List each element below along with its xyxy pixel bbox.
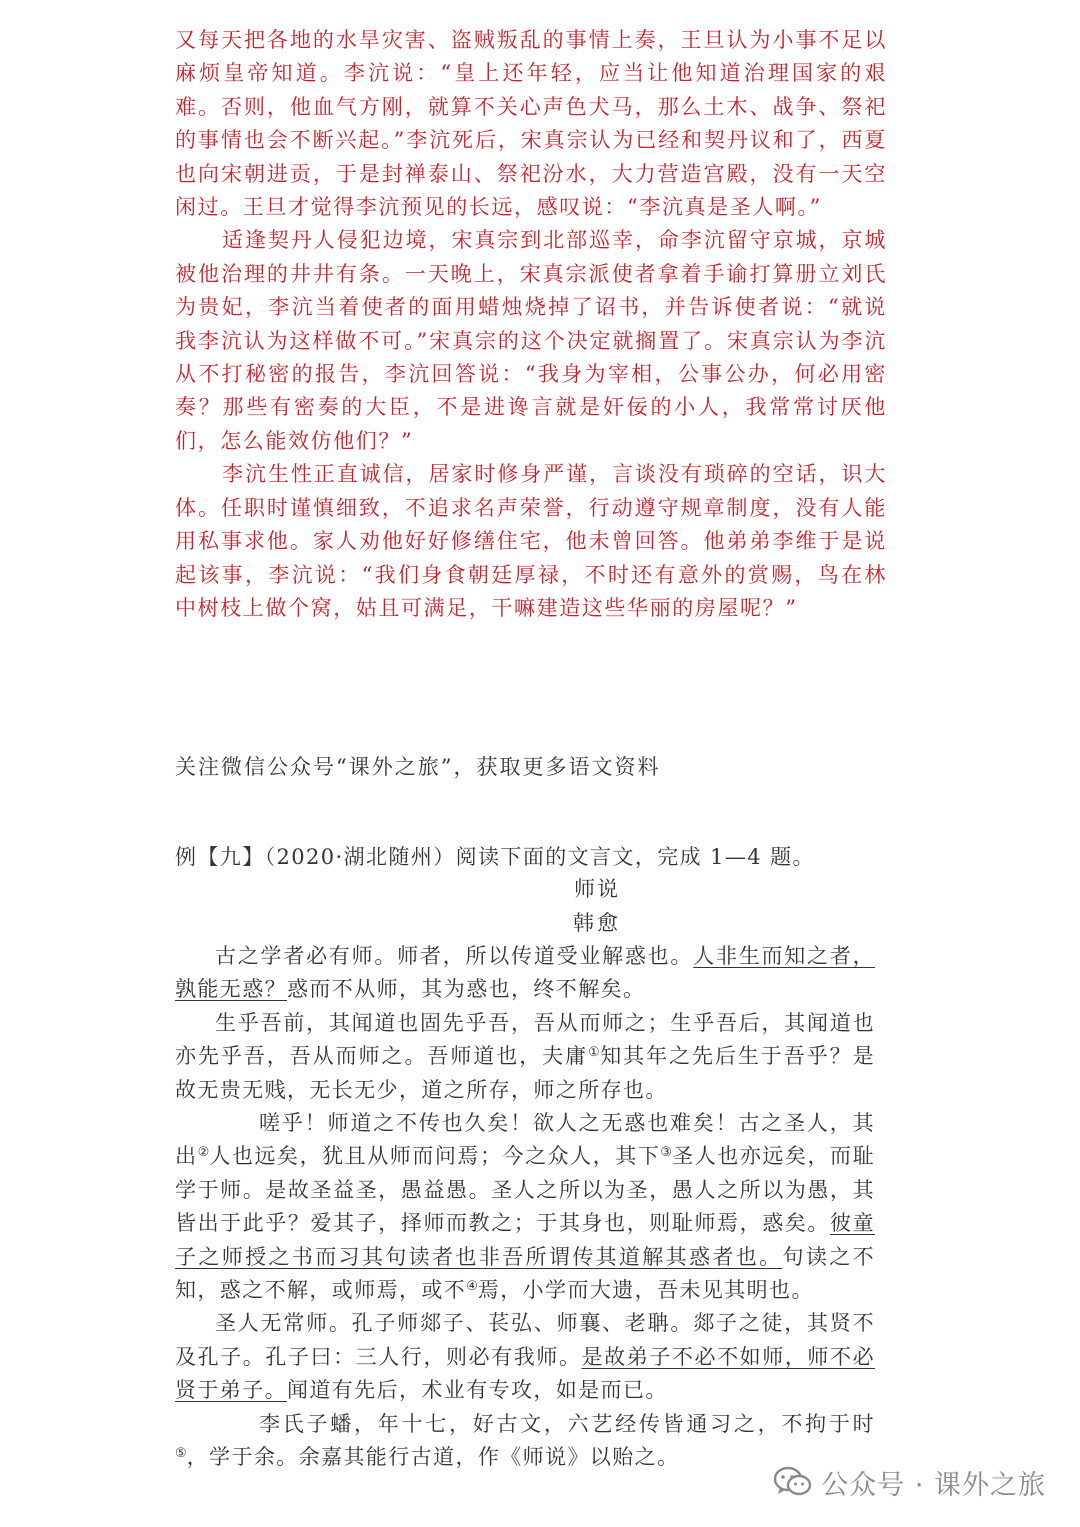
passage-title: 师说	[574, 877, 620, 901]
passage-author: 韩愈	[573, 911, 621, 935]
watermark	[773, 1460, 1046, 1504]
translation-paragraph: 又每天把各地的水旱灾害、盗贼叛乱的事情上奏，王旦认为小事不足以麻烦皇帝知道。李沆说：“皇上还年轻，应当让他知道治理国家的艰难。否则，他血气方刚，就算不关心声色犬马，那么土木、战争、祭祀的事情也会不断兴起。”李沆死后，宋真宗认为已经和契丹议和了，西夏也向宋朝进贡，于是封禅泰山、祭祀汾水，大力营造宫殿，没有一天空闲过。王旦才觉得李沆预见的长远，感叹说：“李沆真是圣人啊。”	[175, 28, 887, 220]
text-run: 嗟乎！师道之不传也久矣！欲人之无惑也难矣！古之圣人，其出	[175, 1111, 875, 1169]
text-run: 句读之不知，惑之不解，或师焉，或不	[175, 1244, 875, 1303]
passage-paragraph	[175, 940, 875, 1007]
text-run: 圣人无常师。孔子师郯子、苌弘、师襄、老聃。郯子之徒，其贤不及孔子。孔子曰：三人行，则必有我师。	[175, 1311, 875, 1369]
text-run: 李氏子蟠，年十七，好古文，六艺经传皆通习之，不拘于时	[259, 1411, 875, 1436]
text-run: 圣人也亦远矣，而耻学于师。是故圣益圣，愚益愚。圣人之所以为圣，愚人之所以为愚，其皆出于此乎？爱其子，择师而教之；于其身也，则耻师焉，惑矣。	[175, 1144, 876, 1236]
watermark-label: 公众号 · 课外之旅	[821, 1469, 1046, 1501]
text-run: 闻道有先后，术业有专攻，如是而已。	[287, 1378, 668, 1403]
text-run: ，学于余。余嘉其能行古道，作《师说》以贻之。	[186, 1445, 680, 1470]
translation-paragraph: 适逢契丹人侵犯边境，宋真宗到北部巡幸，命李沆留守京城，京城被他治理的井井有条。一天晚上，宋真宗派使者拿着手谕打算册立刘氏为贵妃，李沆当着使者的面用蜡烛烧掉了诏书，并告诉使者说：“就说我李沆认为这样做不可。”宋真宗的这个决定就搁置了。宋真宗认为李沆从不打秘密的报告，李沆回答说：“我身为宰相，公事公办，何必用密奏？那些有密奏的大臣，不是进谗言就是奸佞的小人，我常常讨厌他们，怎么能效仿他们？”	[175, 228, 887, 453]
example-heading: 例【九】（2020·湖北随州）阅读下面的文言文，完成 1—4 题。	[175, 845, 815, 869]
footnote-marker: ④	[466, 1279, 478, 1295]
footnote-marker: ②	[197, 1145, 210, 1161]
passage-paragraph	[175, 1007, 875, 1107]
underlined-sentence: 人非生而知之者，孰能无惑？	[175, 944, 875, 1002]
passage-paragraph	[175, 1107, 875, 1307]
text-run: 生乎吾前，其闻道也固先乎吾，吾从而师之；生乎吾后，其闻道也亦先乎吾，吾从而师之。吾师道也，夫庸	[175, 1010, 875, 1069]
underlined-sentence: 彼童子之师授之书而习其句读者也非吾所谓传其道解其惑者也。	[175, 1211, 875, 1269]
promo-note: 关注微信公众号“课外之旅”，获取更多语文资料	[175, 755, 661, 779]
passage-text	[175, 940, 875, 1475]
text-run: 知其年之先后生于吾乎？是故无贵无贱，无长无少，道之所存，师之所存也。	[175, 1044, 875, 1102]
text-run: 惑而不从师，其为惑也，终不解矣。	[287, 977, 646, 1002]
underlined-sentence: 是故弟子不必不如师，师不必贤于弟子。	[175, 1344, 875, 1403]
text-run: 古之学者必有师。师者，所以传道受业解惑也。	[215, 944, 694, 968]
passage-paragraph	[175, 1408, 875, 1475]
footnote-marker: ③	[660, 1145, 673, 1161]
footnote-marker: ⑤	[175, 1446, 187, 1462]
translation-paragraph: 李沆生性正直诚信，居家时修身严谨，言谈没有琐碎的空话，识大体。任职时谨慎细致，不追求名声荣誉，行动遵守规章制度，没有人能用私事求他。家人劝他好好修缮住宅，他未曾回答。他弟弟李维于是说起该事，李沆说：“我们身食朝廷厚禄，不时还有意外的赏赐，鸟在林中树枝上做个窝，姑且可满足，干嘛建造这些华丽的房屋呢？”	[175, 462, 887, 620]
footnote-marker: ①	[588, 1045, 601, 1061]
passage-paragraph	[175, 1307, 875, 1407]
text-run: 焉，小学而大遗，吾未见其明也。	[477, 1278, 814, 1303]
text-run: 人也远矣，犹且从师而问焉；今之众人，其下	[209, 1144, 661, 1169]
wechat-icon	[773, 1465, 813, 1499]
translation-section	[175, 24, 887, 625]
